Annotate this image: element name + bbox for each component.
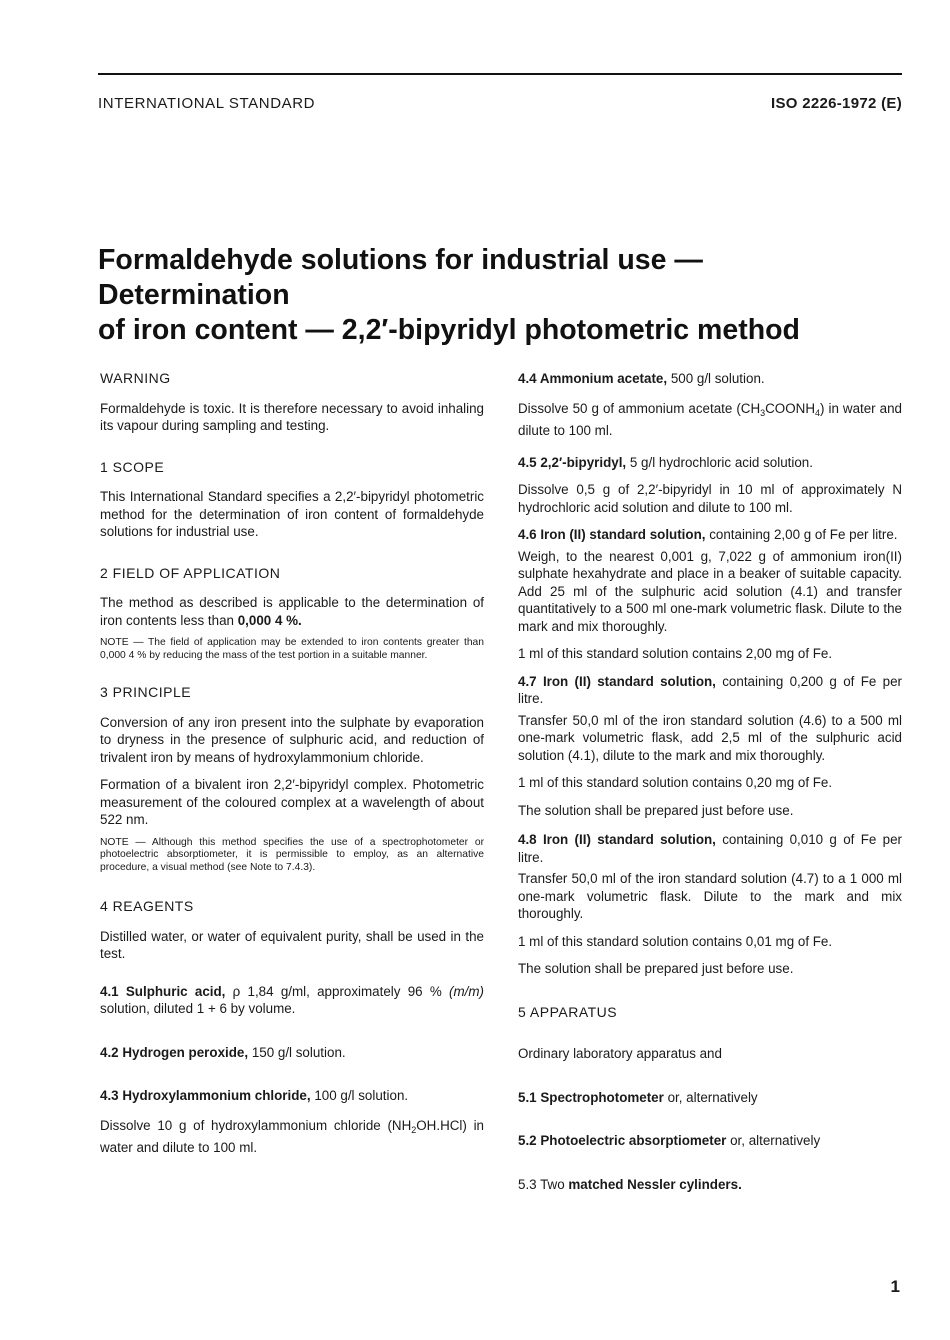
left-column [100, 370, 484, 1157]
warning-heading: WARNING [100, 370, 171, 386]
scope-heading: 1 SCOPE [100, 458, 165, 475]
field-text: The method as described is applicable to the determination of iron contents less than 0,000 4 %. [100, 595, 484, 628]
reagent-4-8-prep: The solution shall be prepared just before use. [518, 961, 794, 976]
reagent-4-4-text: Dissolve 50 g of ammonium acetate $(CH_3COONH_4)$ in water and dilute to 100 ml. [518, 400, 902, 438]
reagent-4-8-text: Transfer 50,0 ml of the iron standard solution (4.7) to a 1 000 ml one-mark volumetric flask. Dilute to the mark and mix thoroughly. [518, 871, 902, 921]
right-column [518, 370, 902, 1193]
reagent-4-8-note: 1 ml of this standard solution contains 0,01 mg of Fe. [518, 933, 833, 949]
reagent-4-7-text: Transfer 50,0 ml of the iron standard solution (4.6) to a 500 ml one-mark volumetric flask, add 2,5 ml of the sulphuric acid solution (4.1), dilute to the mark and mix thoroughly. [518, 712, 902, 763]
principle-p2: Formation of a bivalent iron 2,2′-bipyridyl complex. Photometric measurement of the coloured complex at a wavelength of about 522 nm. [100, 777, 484, 828]
principle-note: NOTE — Although this method specifies the use of a spectrophotometer or photoelectric absorptiometer, it is permissible to employ, as an alternative procedure, a visual method (see Note to 7.4.3). [100, 836, 484, 873]
principle-p1: Conversion of any iron present into the sulphate by evaporation to dryness in the presence of sulphuric acid, and reduction of trivalent iron by means of hydroxylammonium chloride. [100, 714, 484, 765]
header-rule [98, 73, 902, 75]
header-left: INTERNATIONAL STANDARD [98, 95, 316, 112]
field-heading: 2 FIELD OF APPLICATION [100, 564, 281, 581]
reagent-4-3: 4.3 Hydroxylammonium chloride, 100 g/l solution. [100, 1088, 409, 1104]
page-title [98, 243, 898, 348]
field-note: NOTE — The field of application may be extended to iron contents greater than 0,000 4 % by reducing the mass of the test portion in a suitable manner. [100, 637, 484, 661]
reagent-4-3-text: Dissolve 10 g of hydroxylammonium chloride $(NH_2OH.HCl)$ in water and dilute to 100 ml. [100, 1117, 484, 1156]
title-line-2: of iron content — 2,2′-bipyridyl photometric method [98, 314, 800, 346]
apparatus-heading: 5 APPARATUS [518, 1003, 618, 1020]
scope-text: This International Standard specifies a 2,2′-bipyridyl photometric method for the determination of iron content of formaldehyde solutions for industrial use. [100, 489, 484, 539]
apparatus-intro: Ordinary laboratory apparatus and [518, 1046, 722, 1061]
principle-heading: 3 PRINCIPLE [100, 684, 192, 701]
title-line-1: Formaldehyde solutions for industrial use — Determination [98, 244, 703, 311]
header-right: ISO 2226-1972 (E) [770, 95, 902, 112]
reagent-4-8: 4.8 Iron (II) standard solution, containing 0,010 g of Fe per litre. [518, 832, 903, 865]
reagent-4-7-prep: The solution shall be prepared just before use. [518, 802, 794, 818]
reagent-4-1: 4.1 Sulphuric acid, ρ 1,84 g/ml, approximately 96 % (m/m) solution, diluted 1 + 6 by volume. [100, 983, 484, 1017]
page-number: 1 [890, 1277, 900, 1296]
reagent-4-6-text: Weigh, to the nearest 0,001 g, 7,022 g of ammonium iron(II) sulphate hexahydrate and place in a beaker of suitable capacity. Add 25 ml of the sulphuric acid solution (4.1) and transfer quantitatively to a 500 ml one-mark volumetric flask. Dilute to the mark and mix thoroughly. [518, 548, 902, 634]
apparatus-5-3: 5.3 Two matched Nessler cylinders. [518, 1176, 742, 1192]
reagent-4-7-note: 1 ml of this standard solution contains 0,20 mg of Fe. [518, 775, 833, 790]
warning-text: Formaldehyde is toxic. It is therefore necessary to avoid inhaling its vapour during sampling and testing. [100, 400, 484, 433]
apparatus-5-2: 5.2 Photoelectric absorptiometer or, alternatively [518, 1133, 821, 1148]
reagent-4-7: 4.7 Iron (II) standard solution, containing 0,200 g of Fe per litre. [518, 673, 903, 706]
reagents-heading: 4 REAGENTS [100, 898, 194, 915]
reagent-4-4: 4.4 Ammonium acetate, 500 g/l solution. [518, 371, 765, 386]
reagents-intro: Distilled water, or water of equivalent purity, shall be used in the test. [100, 928, 484, 962]
reagent-4-5-text: Dissolve 0,5 g of 2,2′-bipyridyl in 10 ml of approximately N hydrochloric acid solution and dilute to 100 ml. [518, 482, 902, 515]
apparatus-5-1: 5.1 Spectrophotometer or, alternatively [518, 1089, 758, 1105]
reagent-4-6-note: 1 ml of this standard solution contains 2,00 mg of Fe. [518, 646, 833, 661]
reagent-4-5: 4.5 2,2′-bipyridyl, 5 g/l hydrochloric acid solution. [518, 454, 813, 470]
reagent-4-6: 4.6 Iron (II) standard solution, containing 2,00 g of Fe per litre. [518, 527, 898, 542]
reagent-4-2: 4.2 Hydrogen peroxide, 150 g/l solution. [100, 1044, 346, 1060]
